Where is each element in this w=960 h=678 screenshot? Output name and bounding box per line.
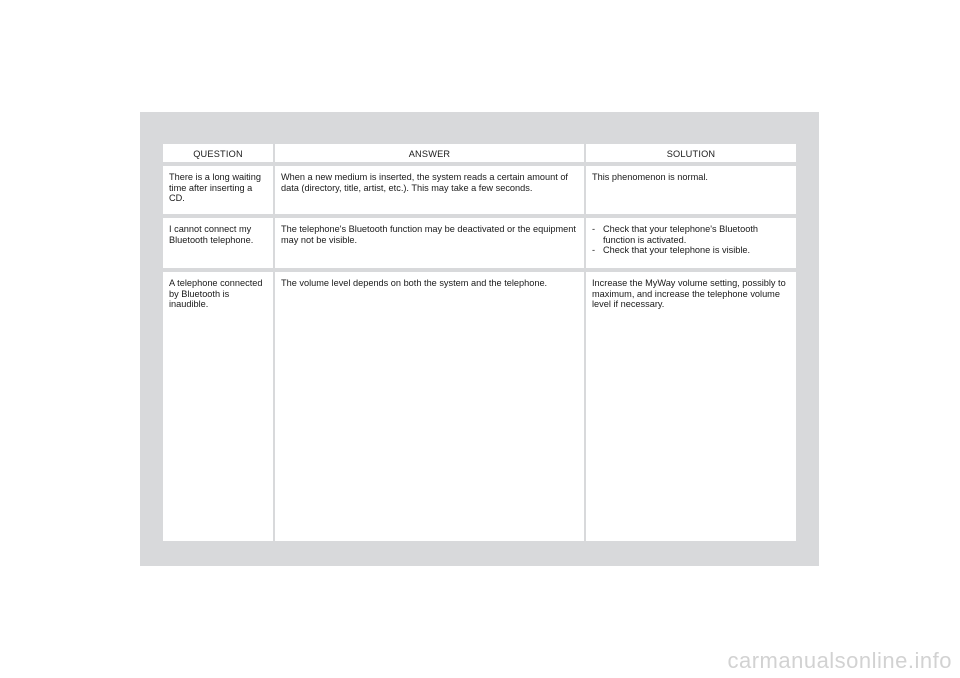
watermark: carmanualsonline.info bbox=[727, 648, 952, 673]
row-3-answer: The volume level depends on both the system and the telephone. bbox=[275, 272, 584, 541]
header-answer: ANSWER bbox=[275, 144, 584, 162]
row-1-question: There is a long waiting time after inserting a CD. bbox=[163, 166, 273, 214]
row-2-question: I cannot connect my Bluetooth telephone. bbox=[163, 218, 273, 268]
header-solution: SOLUTION bbox=[586, 144, 796, 162]
row-3-question: A telephone connected by Bluetooth is inaudible. bbox=[163, 272, 273, 541]
row-2-answer: The telephone's Bluetooth function may be deactivated or the equipment may not be visible. bbox=[275, 218, 584, 268]
bullet-marker: - bbox=[592, 245, 596, 256]
row-2-solution-bullet-2 bbox=[592, 245, 790, 256]
header-question: QUESTION bbox=[163, 144, 273, 162]
row-2-solution-bullet-1 bbox=[592, 224, 790, 245]
row-3-solution: Increase the MyWay volume setting, possibly to maximum, and increase the telephone volume level if necessary. bbox=[586, 272, 796, 541]
bullet-text: Check that your telephone's Bluetooth function is activated. bbox=[603, 224, 758, 245]
bullet-text: Check that your telephone is visible. bbox=[603, 245, 751, 256]
bullet-marker: - bbox=[592, 224, 596, 234]
row-2-solution bbox=[586, 218, 796, 268]
row-1-answer: When a new medium is inserted, the system reads a certain amount of data (directory, title, artist, etc.). This may take a few seconds. bbox=[275, 166, 584, 214]
row-1-solution: This phenomenon is normal. bbox=[586, 166, 796, 214]
faq-table bbox=[140, 112, 819, 566]
